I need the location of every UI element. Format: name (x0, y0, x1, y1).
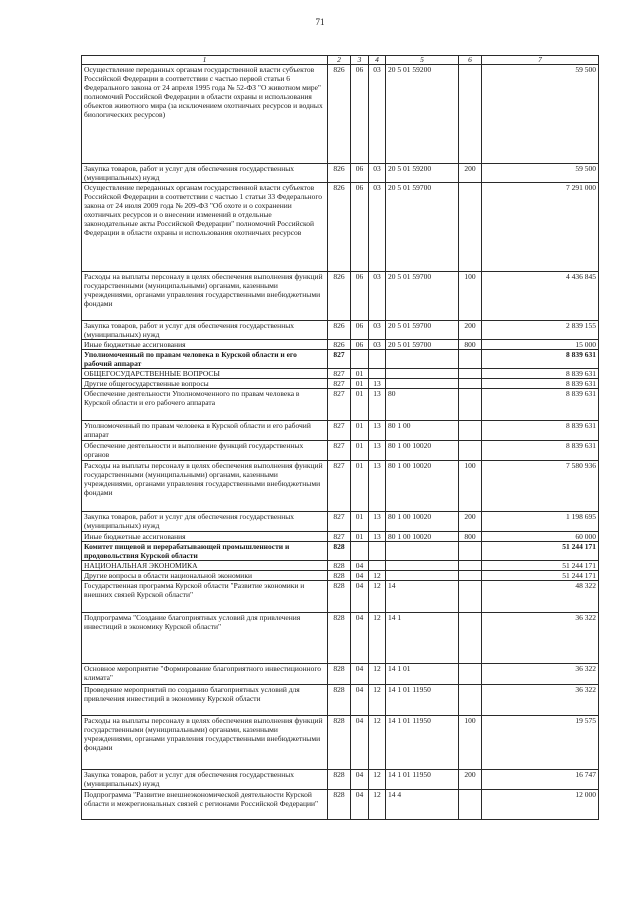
section-code-cell: 06 (351, 183, 369, 272)
page-number: 71 (315, 17, 325, 27)
expense-type-cell (459, 350, 482, 369)
target-code-cell: 14 1 01 11950 (386, 685, 459, 716)
table-row (82, 561, 599, 571)
subsection-code-cell: 03 (369, 272, 386, 321)
row-name-cell: Другие вопросы в области национальной экономики (82, 571, 328, 581)
subsection-code-cell: 12 (369, 685, 386, 716)
subsection-code-cell: 12 (369, 790, 386, 820)
target-code-cell (386, 369, 459, 379)
row-name-cell: Закупка товаров, работ и услуг для обеспечения государственных (муниципальных) нужд (82, 770, 328, 790)
row-name-cell: Закупка товаров, работ и услуг для обеспечения государственных (муниципальных) нужд (82, 164, 328, 183)
target-code-cell: 80 1 00 10020 (386, 532, 459, 542)
expense-type-cell: 100 (459, 716, 482, 770)
amount-cell: 59 500 (482, 65, 599, 164)
amount-cell: 12 000 (482, 790, 599, 820)
expense-type-cell (459, 379, 482, 389)
expense-type-cell: 800 (459, 340, 482, 350)
expense-type-cell (459, 685, 482, 716)
target-code-cell: 14 (386, 581, 459, 613)
subsection-code-cell (369, 350, 386, 369)
ministry-code-cell: 826 (328, 272, 351, 321)
row-name-cell: Закупка товаров, работ и услуг для обеспечения государственных (муниципальных) нужд (82, 512, 328, 532)
expense-type-cell (459, 441, 482, 461)
amount-cell: 8 839 631 (482, 421, 599, 441)
table-row (82, 571, 599, 581)
expense-type-cell: 200 (459, 164, 482, 183)
target-code-cell: 14 1 (386, 613, 459, 664)
target-code-cell: 20 5 01 59700 (386, 183, 459, 272)
subsection-code-cell: 13 (369, 389, 386, 421)
row-name-cell: Обеспечение деятельности Уполномоченного по правам человека в Курской области и его рабочего аппарата (82, 389, 328, 421)
subsection-code-cell: 12 (369, 581, 386, 613)
target-code-cell: 20 5 01 59200 (386, 164, 459, 183)
row-name-cell: Уполномоченный по правам человека в Курской области и его рабочий аппарат (82, 350, 328, 369)
ministry-code-cell: 826 (328, 65, 351, 164)
section-code-cell: 04 (351, 581, 369, 613)
section-code-cell: 06 (351, 65, 369, 164)
section-code-cell: 04 (351, 716, 369, 770)
table-row (82, 685, 599, 716)
subsection-code-cell: 13 (369, 532, 386, 542)
table-row (82, 183, 599, 272)
header-cell: 4 (369, 56, 386, 65)
section-code-cell: 04 (351, 613, 369, 664)
amount-cell: 1 198 695 (482, 512, 599, 532)
expense-type-cell (459, 369, 482, 379)
subsection-code-cell: 03 (369, 65, 386, 164)
table-row (82, 532, 599, 542)
target-code-cell (386, 542, 459, 561)
target-code-cell: 80 1 00 10020 (386, 512, 459, 532)
header-cell: 2 (328, 56, 351, 65)
section-code-cell (351, 542, 369, 561)
table-row (82, 321, 599, 340)
target-code-cell: 14 1 01 (386, 664, 459, 685)
target-code-cell: 20 5 01 59700 (386, 272, 459, 321)
table-row (82, 542, 599, 561)
ministry-code-cell: 828 (328, 613, 351, 664)
expense-type-cell (459, 65, 482, 164)
target-code-cell: 20 5 01 59200 (386, 65, 459, 164)
amount-cell: 48 322 (482, 581, 599, 613)
ministry-code-cell: 827 (328, 350, 351, 369)
row-name-cell: Расходы на выплаты персоналу в целях обеспечения выполнения функций государственными (муниципальными) органами, казенными учреждениями, органами управления государственными внебюджетными фондами (82, 461, 328, 512)
row-name-cell: Расходы на выплаты персоналу в целях обеспечения выполнения функций государственными (муниципальными) органами, казенными учреждениями, органами управления государственными внебюджетными фондами (82, 716, 328, 770)
row-name-cell: Уполномоченный по правам человека в Курской области и его рабочий аппарат (82, 421, 328, 441)
amount-cell: 7 291 000 (482, 183, 599, 272)
subsection-code-cell: 12 (369, 716, 386, 770)
subsection-code-cell: 12 (369, 664, 386, 685)
section-code-cell: 01 (351, 532, 369, 542)
subsection-code-cell: 03 (369, 321, 386, 340)
subsection-code-cell: 12 (369, 571, 386, 581)
amount-cell: 36 322 (482, 613, 599, 664)
target-code-cell (386, 350, 459, 369)
ministry-code-cell: 827 (328, 441, 351, 461)
subsection-code-cell: 12 (369, 613, 386, 664)
ministry-code-cell: 826 (328, 340, 351, 350)
ministry-code-cell: 828 (328, 581, 351, 613)
header-cell: 7 (482, 56, 599, 65)
row-name-cell: Подпрограмма "Развитие внешнеэкономической деятельности Курской области и межрегиональных связей с регионами Российской Федерации" (82, 790, 328, 820)
target-code-cell: 14 1 01 11950 (386, 770, 459, 790)
ministry-code-cell: 828 (328, 685, 351, 716)
row-name-cell: Подпрограмма "Создание благоприятных условий для привлечения инвестиций в экономику Курской области" (82, 613, 328, 664)
target-code-cell: 80 1 00 10020 (386, 441, 459, 461)
expense-type-cell (459, 581, 482, 613)
ministry-code-cell: 827 (328, 421, 351, 441)
subsection-code-cell: 03 (369, 164, 386, 183)
amount-cell: 8 839 631 (482, 369, 599, 379)
expense-type-cell: 100 (459, 272, 482, 321)
ministry-code-cell: 826 (328, 321, 351, 340)
row-name-cell: Закупка товаров, работ и услуг для обеспечения государственных (муниципальных) нужд (82, 321, 328, 340)
section-code-cell: 06 (351, 340, 369, 350)
expense-type-cell (459, 790, 482, 820)
subsection-code-cell: 13 (369, 379, 386, 389)
ministry-code-cell: 827 (328, 369, 351, 379)
target-code-cell: 80 1 00 (386, 421, 459, 441)
table-row (82, 441, 599, 461)
row-name-cell: Комитет пищевой и перерабатывающей промышленности и продовольствия Курской области (82, 542, 328, 561)
column-number-header (82, 56, 599, 65)
section-code-cell: 04 (351, 770, 369, 790)
section-code-cell: 06 (351, 272, 369, 321)
subsection-code-cell (369, 542, 386, 561)
ministry-code-cell: 828 (328, 561, 351, 571)
table-row (82, 369, 599, 379)
row-name-cell: Проведение мероприятий по созданию благоприятных условий для привлечения инвестиций в экономику Курской области (82, 685, 328, 716)
table-row (82, 581, 599, 613)
amount-cell: 16 747 (482, 770, 599, 790)
expense-type-cell (459, 542, 482, 561)
ministry-code-cell: 828 (328, 770, 351, 790)
amount-cell: 51 244 171 (482, 542, 599, 561)
section-code-cell: 04 (351, 571, 369, 581)
subsection-code-cell: 13 (369, 441, 386, 461)
table-row (82, 389, 599, 421)
expense-type-cell: 200 (459, 321, 482, 340)
section-code-cell: 04 (351, 685, 369, 716)
ministry-code-cell: 826 (328, 164, 351, 183)
section-code-cell: 01 (351, 421, 369, 441)
amount-cell: 60 000 (482, 532, 599, 542)
subsection-code-cell: 13 (369, 461, 386, 512)
ministry-code-cell: 828 (328, 790, 351, 820)
target-code-cell (386, 561, 459, 571)
table-row (82, 613, 599, 664)
target-code-cell (386, 379, 459, 389)
amount-cell: 4 436 845 (482, 272, 599, 321)
amount-cell: 51 244 171 (482, 561, 599, 571)
expense-type-cell: 200 (459, 770, 482, 790)
row-name-cell: Расходы на выплаты персоналу в целях обеспечения выполнения функций государственными (муниципальными) органами, казенными учреждениями, органами управления государственными внебюджетными фондами (82, 272, 328, 321)
row-name-cell: Осуществление переданных органам государственной власти субъектов Российской Федерации в соответствии с частью 1 статьи 33 Федерального закона от 24 июля 2009 года № 209-ФЗ "Об охоте и о сохранении охотничьих ресурсов и о внесении изменений в отдельные законодательные акты Российской Федерации" полномочий Российской Федерации в области охраны и использования охотничьих ресурсов (82, 183, 328, 272)
target-code-cell: 20 5 01 59700 (386, 321, 459, 340)
table-row (82, 164, 599, 183)
amount-cell: 36 322 (482, 685, 599, 716)
section-code-cell: 04 (351, 790, 369, 820)
section-code-cell: 01 (351, 512, 369, 532)
amount-cell: 7 580 936 (482, 461, 599, 512)
amount-cell: 59 500 (482, 164, 599, 183)
table-row (82, 65, 599, 164)
row-name-cell: Осуществление переданных органам государственной власти субъектов Российской Федерации в соответствии с частью первой статьи 6 Федерального закона от 24 апреля 1995 года № 52-ФЗ "О животном мире" полномочий Российской Федерации в области охраны и использования объектов животного мира (за исключением охотничьих ресурсов и водных биологических ресурсов) (82, 65, 328, 164)
target-code-cell: 20 5 01 59700 (386, 340, 459, 350)
subsection-code-cell: 13 (369, 421, 386, 441)
table-row (82, 664, 599, 685)
expense-type-cell: 100 (459, 461, 482, 512)
section-code-cell: 01 (351, 379, 369, 389)
header-cell: 3 (351, 56, 369, 65)
amount-cell: 2 839 155 (482, 321, 599, 340)
table-row (82, 461, 599, 512)
target-code-cell: 80 1 00 10020 (386, 461, 459, 512)
table-row (82, 272, 599, 321)
row-name-cell: Иные бюджетные ассигнования (82, 340, 328, 350)
ministry-code-cell: 828 (328, 716, 351, 770)
section-code-cell: 04 (351, 664, 369, 685)
section-code-cell: 04 (351, 561, 369, 571)
subsection-code-cell: 12 (369, 770, 386, 790)
table-row (82, 350, 599, 369)
table-row (82, 340, 599, 350)
section-code-cell: 01 (351, 441, 369, 461)
section-code-cell: 06 (351, 164, 369, 183)
section-code-cell: 01 (351, 461, 369, 512)
table-row (82, 421, 599, 441)
amount-cell: 15 000 (482, 340, 599, 350)
expense-type-cell: 200 (459, 512, 482, 532)
table-row (82, 379, 599, 389)
target-code-cell: 14 4 (386, 790, 459, 820)
row-name-cell: Основное мероприятие "Формирование благоприятного инвестиционного климата" (82, 664, 328, 685)
header-cell: 1 (82, 56, 328, 65)
amount-cell: 8 839 631 (482, 350, 599, 369)
row-name-cell: Иные бюджетные ассигнования (82, 532, 328, 542)
amount-cell: 19 575 (482, 716, 599, 770)
amount-cell: 8 839 631 (482, 379, 599, 389)
amount-cell: 36 322 (482, 664, 599, 685)
target-code-cell (386, 571, 459, 581)
row-name-cell: Обеспечение деятельности и выполнение функций государственных органов (82, 441, 328, 461)
expense-type-cell: 800 (459, 532, 482, 542)
ministry-code-cell: 827 (328, 389, 351, 421)
subsection-code-cell: 03 (369, 340, 386, 350)
ministry-code-cell: 827 (328, 379, 351, 389)
section-code-cell: 01 (351, 389, 369, 421)
header-cell: 6 (459, 56, 482, 65)
row-name-cell: Другие общегосударственные вопросы (82, 379, 328, 389)
ministry-code-cell: 828 (328, 571, 351, 581)
section-code-cell: 01 (351, 369, 369, 379)
amount-cell: 8 839 631 (482, 389, 599, 421)
expense-type-cell (459, 613, 482, 664)
subsection-code-cell: 03 (369, 183, 386, 272)
ministry-code-cell: 827 (328, 461, 351, 512)
target-code-cell: 14 1 01 11950 (386, 716, 459, 770)
row-name-cell: Государственная программа Курской области "Развитие экономики и внешних связей Курской области" (82, 581, 328, 613)
expense-type-cell (459, 389, 482, 421)
ministry-code-cell: 828 (328, 542, 351, 561)
budget-table (81, 55, 599, 820)
section-code-cell: 06 (351, 321, 369, 340)
ministry-code-cell: 826 (328, 183, 351, 272)
expense-type-cell (459, 183, 482, 272)
ministry-code-cell: 827 (328, 532, 351, 542)
table-row (82, 770, 599, 790)
amount-cell: 8 839 631 (482, 441, 599, 461)
row-name-cell: ОБЩЕГОСУДАРСТВЕННЫЕ ВОПРОСЫ (82, 369, 328, 379)
table-row (82, 716, 599, 770)
expense-type-cell (459, 561, 482, 571)
ministry-code-cell: 827 (328, 512, 351, 532)
subsection-code-cell (369, 369, 386, 379)
table-row (82, 512, 599, 532)
ministry-code-cell: 828 (328, 664, 351, 685)
expense-type-cell (459, 571, 482, 581)
row-name-cell: НАЦИОНАЛЬНАЯ ЭКОНОМИКА (82, 561, 328, 571)
header-cell: 5 (386, 56, 459, 65)
section-code-cell (351, 350, 369, 369)
expense-type-cell (459, 664, 482, 685)
subsection-code-cell (369, 561, 386, 571)
target-code-cell: 80 (386, 389, 459, 421)
table-row (82, 790, 599, 820)
amount-cell: 51 244 171 (482, 571, 599, 581)
expense-type-cell (459, 421, 482, 441)
subsection-code-cell: 13 (369, 512, 386, 532)
